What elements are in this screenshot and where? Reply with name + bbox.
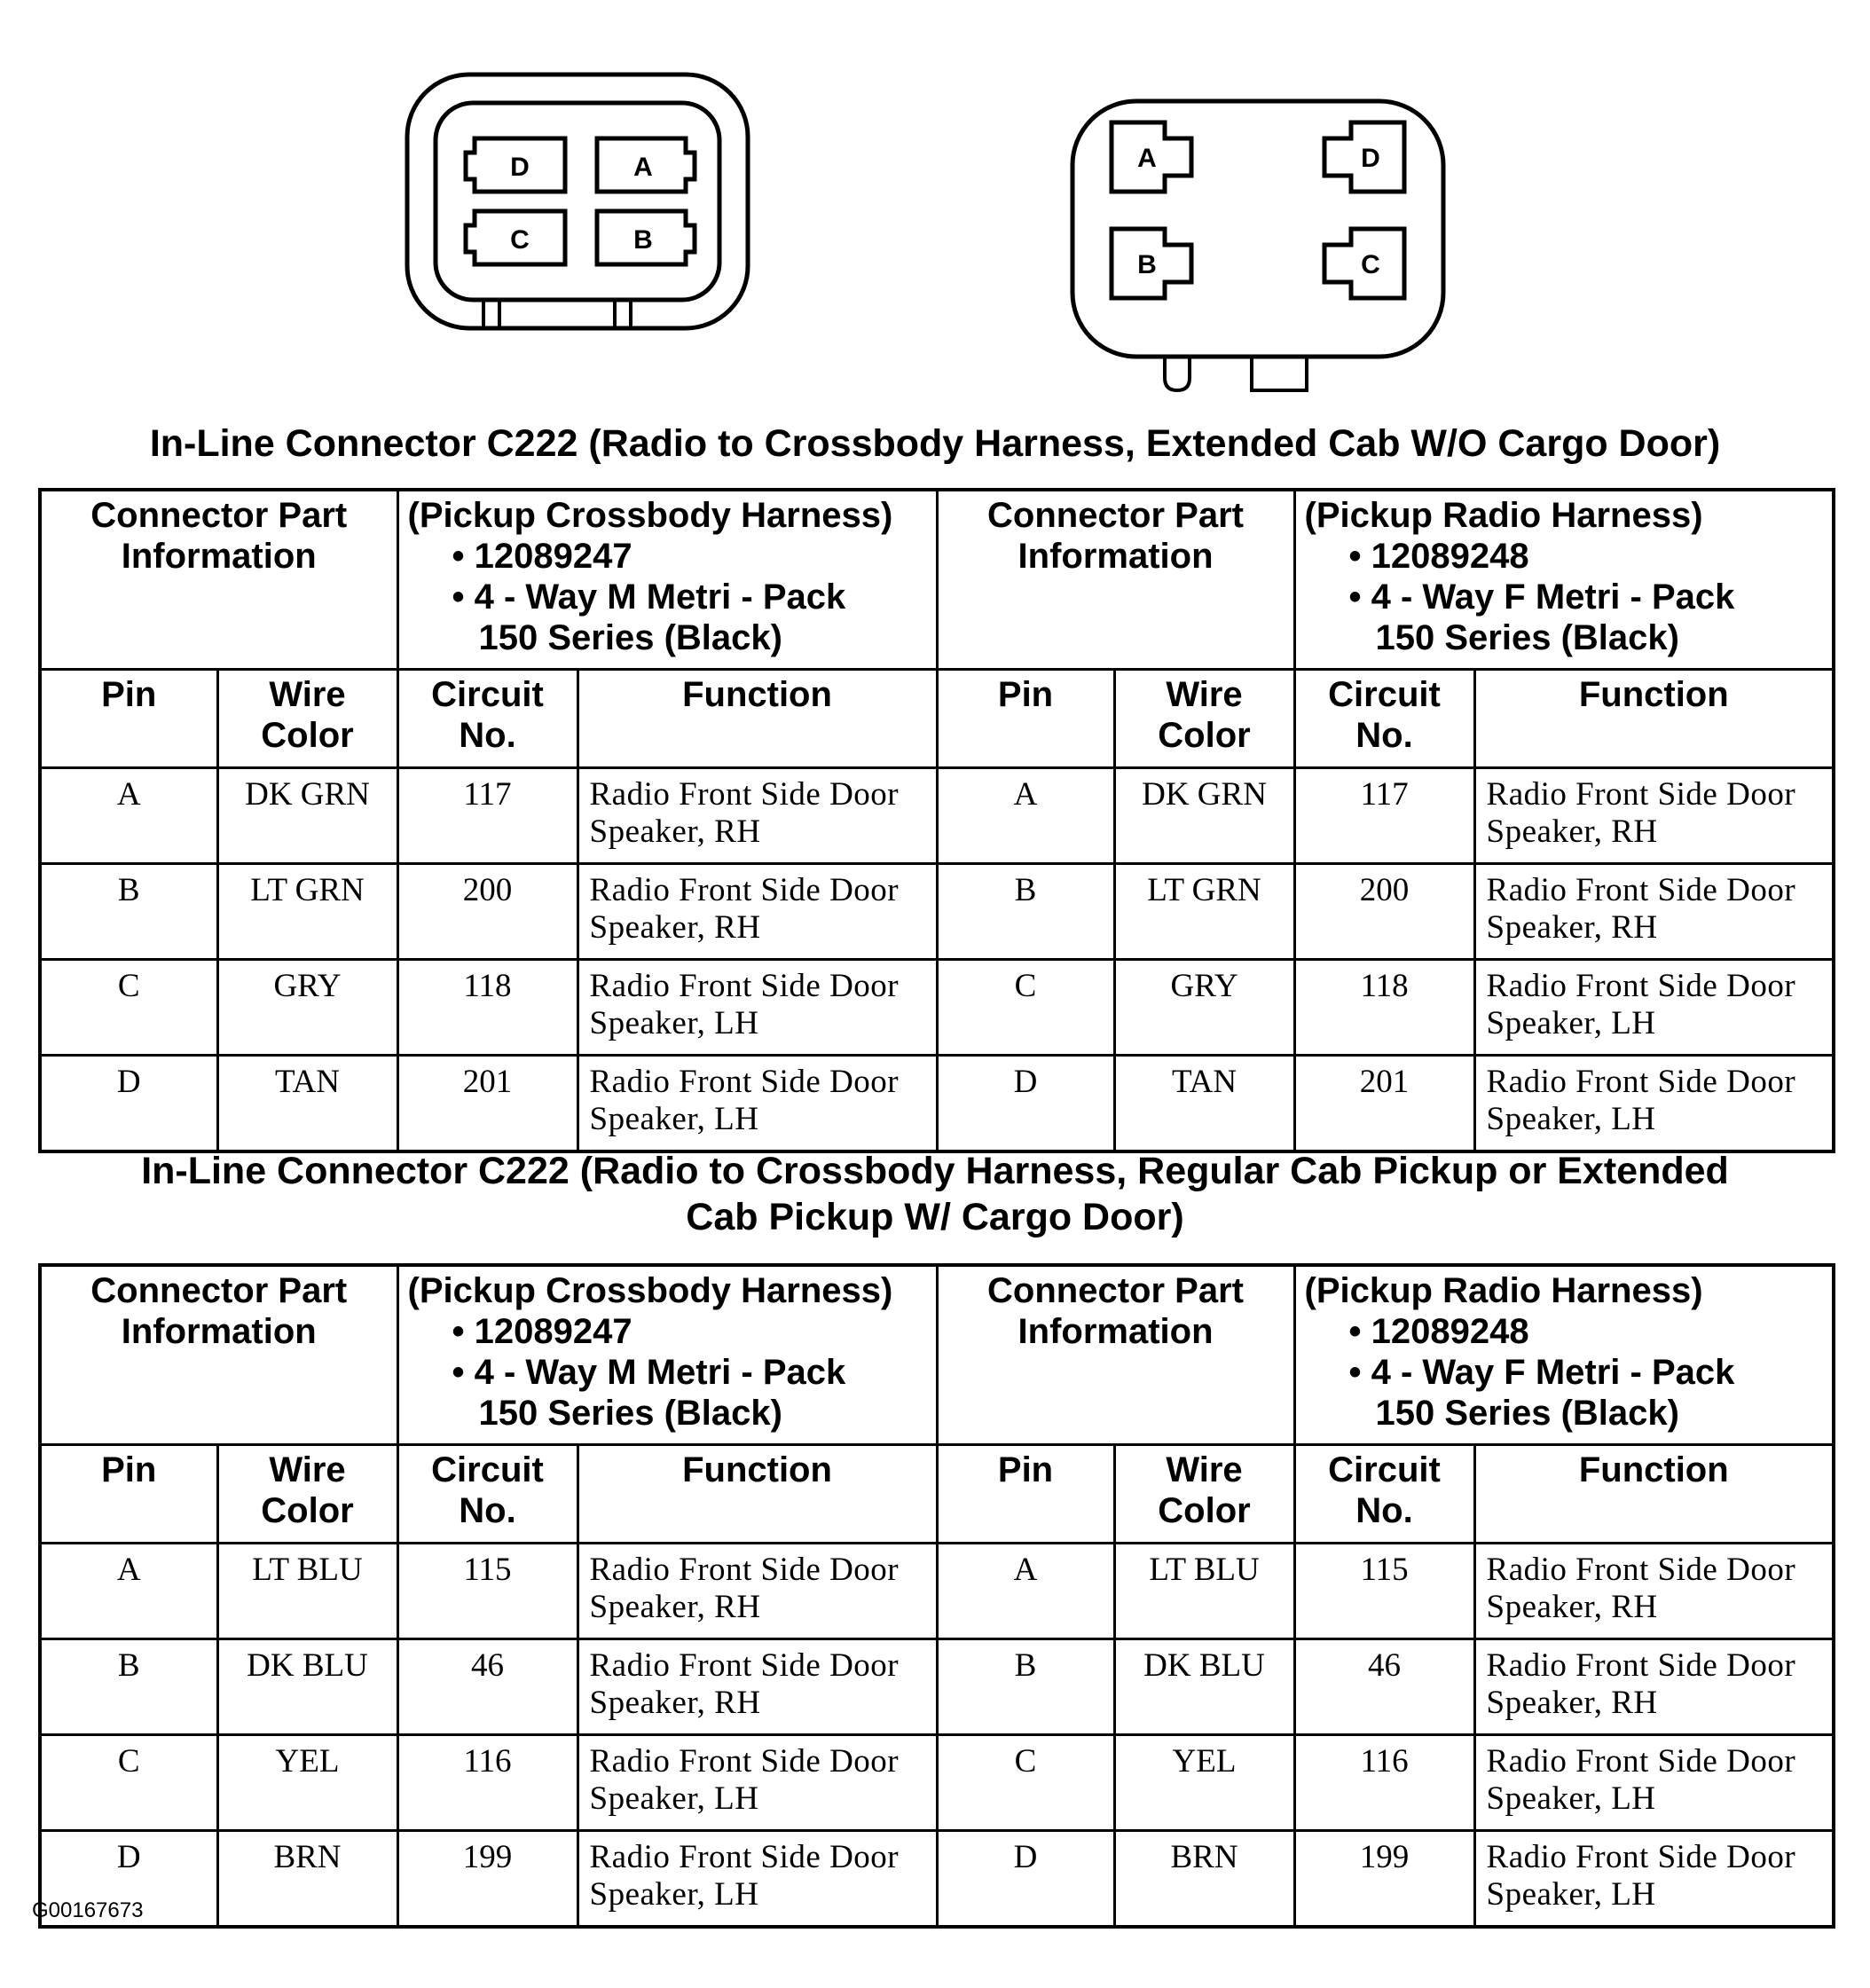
col-header-wire-color: Wire Color <box>217 1445 397 1544</box>
connector-series: 150 Series (Black) <box>478 1394 782 1433</box>
function-cell: Radio Front Side Door Speaker, RH <box>578 1639 937 1735</box>
column-header-row <box>40 1445 1834 1544</box>
col-header-function: Function <box>578 670 937 768</box>
connector-part-info-right <box>1294 1265 1834 1445</box>
connector-part-info-label <box>40 490 397 670</box>
circuit-cell: 199 <box>1294 1831 1474 1928</box>
part-number: • 12089248 <box>1348 537 1529 576</box>
wire-color-cell: DK BLU <box>1114 1639 1294 1735</box>
function-cell: Radio Front Side Door Speaker, LH <box>578 1735 937 1831</box>
wire-color-cell: TAN <box>217 1056 397 1152</box>
pin-label-a-left: A <box>633 153 653 182</box>
pin-cell: B <box>40 864 217 960</box>
harness-name: (Pickup Radio Harness) <box>1304 496 1703 535</box>
col-header-pin: Pin <box>937 1445 1114 1544</box>
section-title-extended-cab: In-Line Connector C222 (Radio to Crossbody Harness, Extended Cab W/O Cargo Door) <box>149 422 1721 465</box>
table-row <box>40 1831 1834 1928</box>
info-label-line: Information <box>1018 537 1214 576</box>
wire-color-cell: YEL <box>1114 1735 1294 1831</box>
connector-series: 150 Series (Black) <box>478 618 782 657</box>
pin-label-d-right: D <box>1361 144 1380 173</box>
wire-color-cell: DK GRN <box>1114 768 1294 864</box>
col-header-wire-color: Wire Color <box>217 670 397 768</box>
function-cell: Radio Front Side Door Speaker, LH <box>578 1831 937 1928</box>
circuit-cell: 46 <box>397 1639 578 1735</box>
connector-table-extended-cab <box>38 488 1835 1153</box>
pin-cell: C <box>40 960 217 1056</box>
pin-label-c-right: C <box>1361 250 1380 279</box>
circuit-cell: 200 <box>397 864 578 960</box>
pin-cell: D <box>40 1056 217 1152</box>
section-title-regular-cab <box>0 1148 1870 1240</box>
function-cell: Radio Front Side Door Speaker, RH <box>1474 1639 1834 1735</box>
table-row <box>40 1735 1834 1831</box>
info-label-line: Information <box>121 1312 317 1351</box>
pin-cell: B <box>937 864 1114 960</box>
pin-cell: B <box>937 1639 1114 1735</box>
wire-color-cell: LT GRN <box>1114 864 1294 960</box>
connector-type: • 4 - Way F Metri - Pack <box>1348 1353 1735 1392</box>
circuit-cell: 115 <box>397 1544 578 1639</box>
col-header-wire-color: Wire Color <box>1114 670 1294 768</box>
function-cell: Radio Front Side Door Speaker, RH <box>578 1544 937 1639</box>
pin-label-b-right: B <box>1137 250 1157 279</box>
wire-color-cell: GRY <box>1114 960 1294 1056</box>
figure-id: G00167673 <box>32 1898 144 1922</box>
connector-type: • 4 - Way M Metri - Pack <box>452 578 846 617</box>
wire-color-cell: YEL <box>217 1735 397 1831</box>
info-label-line: Connector Part <box>90 496 348 535</box>
function-cell: Radio Front Side Door Speaker, RH <box>1474 1544 1834 1639</box>
function-cell: Radio Front Side Door Speaker, LH <box>578 960 937 1056</box>
connector-diagram-right <box>1069 98 1459 399</box>
circuit-cell: 200 <box>1294 864 1474 960</box>
connector-part-info-left <box>397 490 937 670</box>
pin-cell: A <box>937 768 1114 864</box>
connector-info-row <box>40 490 1834 670</box>
section-title-line: In-Line Connector C222 (Radio to Crossbody Harness, Regular Cab Pickup or Extended <box>141 1150 1729 1192</box>
col-header-circuit-no: Circuit No. <box>397 1445 578 1544</box>
wire-color-cell: DK GRN <box>217 768 397 864</box>
column-header-row <box>40 670 1834 768</box>
wire-color-cell: LT BLU <box>1114 1544 1294 1639</box>
section-title-line: Cab Pickup W/ Cargo Door) <box>686 1196 1184 1238</box>
circuit-cell: 116 <box>397 1735 578 1831</box>
circuit-cell: 201 <box>397 1056 578 1152</box>
function-cell: Radio Front Side Door Speaker, LH <box>1474 1056 1834 1152</box>
wire-color-cell: LT BLU <box>217 1544 397 1639</box>
pin-cell: D <box>937 1831 1114 1928</box>
wire-color-cell: DK BLU <box>217 1639 397 1735</box>
pin-cell: C <box>40 1735 217 1831</box>
harness-name: (Pickup Radio Harness) <box>1304 1271 1703 1310</box>
wire-color-cell: BRN <box>1114 1831 1294 1928</box>
circuit-cell: 115 <box>1294 1544 1474 1639</box>
function-cell: Radio Front Side Door Speaker, LH <box>1474 1735 1834 1831</box>
function-cell: Radio Front Side Door Speaker, RH <box>578 768 937 864</box>
table-row <box>40 1544 1834 1639</box>
pin-label-a-right: A <box>1137 144 1157 173</box>
function-cell: Radio Front Side Door Speaker, LH <box>1474 960 1834 1056</box>
pin-cell: D <box>937 1056 1114 1152</box>
connector-series: 150 Series (Black) <box>1375 1394 1679 1433</box>
col-header-function: Function <box>1474 1445 1834 1544</box>
info-label-line: Information <box>1018 1312 1214 1351</box>
table-row <box>40 960 1834 1056</box>
circuit-cell: 201 <box>1294 1056 1474 1152</box>
circuit-cell: 117 <box>397 768 578 864</box>
col-header-circuit-no: Circuit No. <box>397 670 578 768</box>
function-cell: Radio Front Side Door Speaker, RH <box>1474 768 1834 864</box>
circuit-cell: 199 <box>397 1831 578 1928</box>
col-header-pin: Pin <box>40 1445 217 1544</box>
pin-cell: B <box>40 1639 217 1735</box>
function-cell: Radio Front Side Door Speaker, RH <box>578 864 937 960</box>
connector-part-info-label <box>937 490 1294 670</box>
connector-table-regular-cab <box>38 1263 1835 1929</box>
info-label-line: Connector Part <box>987 1271 1244 1310</box>
wire-color-cell: BRN <box>217 1831 397 1928</box>
connector-type: • 4 - Way M Metri - Pack <box>452 1353 846 1392</box>
info-label-line: Connector Part <box>987 496 1244 535</box>
table-row <box>40 864 1834 960</box>
info-label-line: Connector Part <box>90 1271 348 1310</box>
wire-color-cell: TAN <box>1114 1056 1294 1152</box>
wire-color-cell: GRY <box>217 960 397 1056</box>
pin-cell: C <box>937 1735 1114 1831</box>
circuit-cell: 117 <box>1294 768 1474 864</box>
pin-label-c-left: C <box>510 225 530 255</box>
col-header-pin: Pin <box>937 670 1114 768</box>
connector-series: 150 Series (Black) <box>1375 618 1679 657</box>
pin-cell: A <box>40 1544 217 1639</box>
pin-cell: A <box>40 768 217 864</box>
connector-part-info-label <box>40 1265 397 1445</box>
table-row <box>40 1056 1834 1152</box>
part-number: • 12089248 <box>1348 1312 1529 1351</box>
circuit-cell: 116 <box>1294 1735 1474 1831</box>
pin-label-d-left: D <box>510 153 530 182</box>
connector-part-info-left <box>397 1265 937 1445</box>
col-header-circuit-no: Circuit No. <box>1294 1445 1474 1544</box>
col-header-function: Function <box>578 1445 937 1544</box>
part-number: • 12089247 <box>452 537 632 576</box>
col-header-wire-color: Wire Color <box>1114 1445 1294 1544</box>
col-header-function: Function <box>1474 670 1834 768</box>
harness-name: (Pickup Crossbody Harness) <box>407 1271 893 1310</box>
function-cell: Radio Front Side Door Speaker, LH <box>1474 1831 1834 1928</box>
connector-part-info-label <box>937 1265 1294 1445</box>
pin-cell: A <box>937 1544 1114 1639</box>
table-row <box>40 768 1834 864</box>
connector-part-info-right <box>1294 490 1834 670</box>
table-row <box>40 1639 1834 1735</box>
circuit-cell: 118 <box>397 960 578 1056</box>
pin-cell: D <box>40 1831 217 1928</box>
part-number: • 12089247 <box>452 1312 632 1351</box>
pin-cell: C <box>937 960 1114 1056</box>
wire-color-cell: LT GRN <box>217 864 397 960</box>
info-label-line: Information <box>121 537 317 576</box>
connector-type: • 4 - Way F Metri - Pack <box>1348 578 1735 617</box>
connector-diagram-left <box>404 71 758 337</box>
harness-name: (Pickup Crossbody Harness) <box>407 496 893 535</box>
col-header-circuit-no: Circuit No. <box>1294 670 1474 768</box>
circuit-cell: 118 <box>1294 960 1474 1056</box>
function-cell: Radio Front Side Door Speaker, RH <box>1474 864 1834 960</box>
pin-label-b-left: B <box>633 225 653 255</box>
connector-info-row <box>40 1265 1834 1445</box>
function-cell: Radio Front Side Door Speaker, LH <box>578 1056 937 1152</box>
circuit-cell: 46 <box>1294 1639 1474 1735</box>
col-header-pin: Pin <box>40 670 217 768</box>
